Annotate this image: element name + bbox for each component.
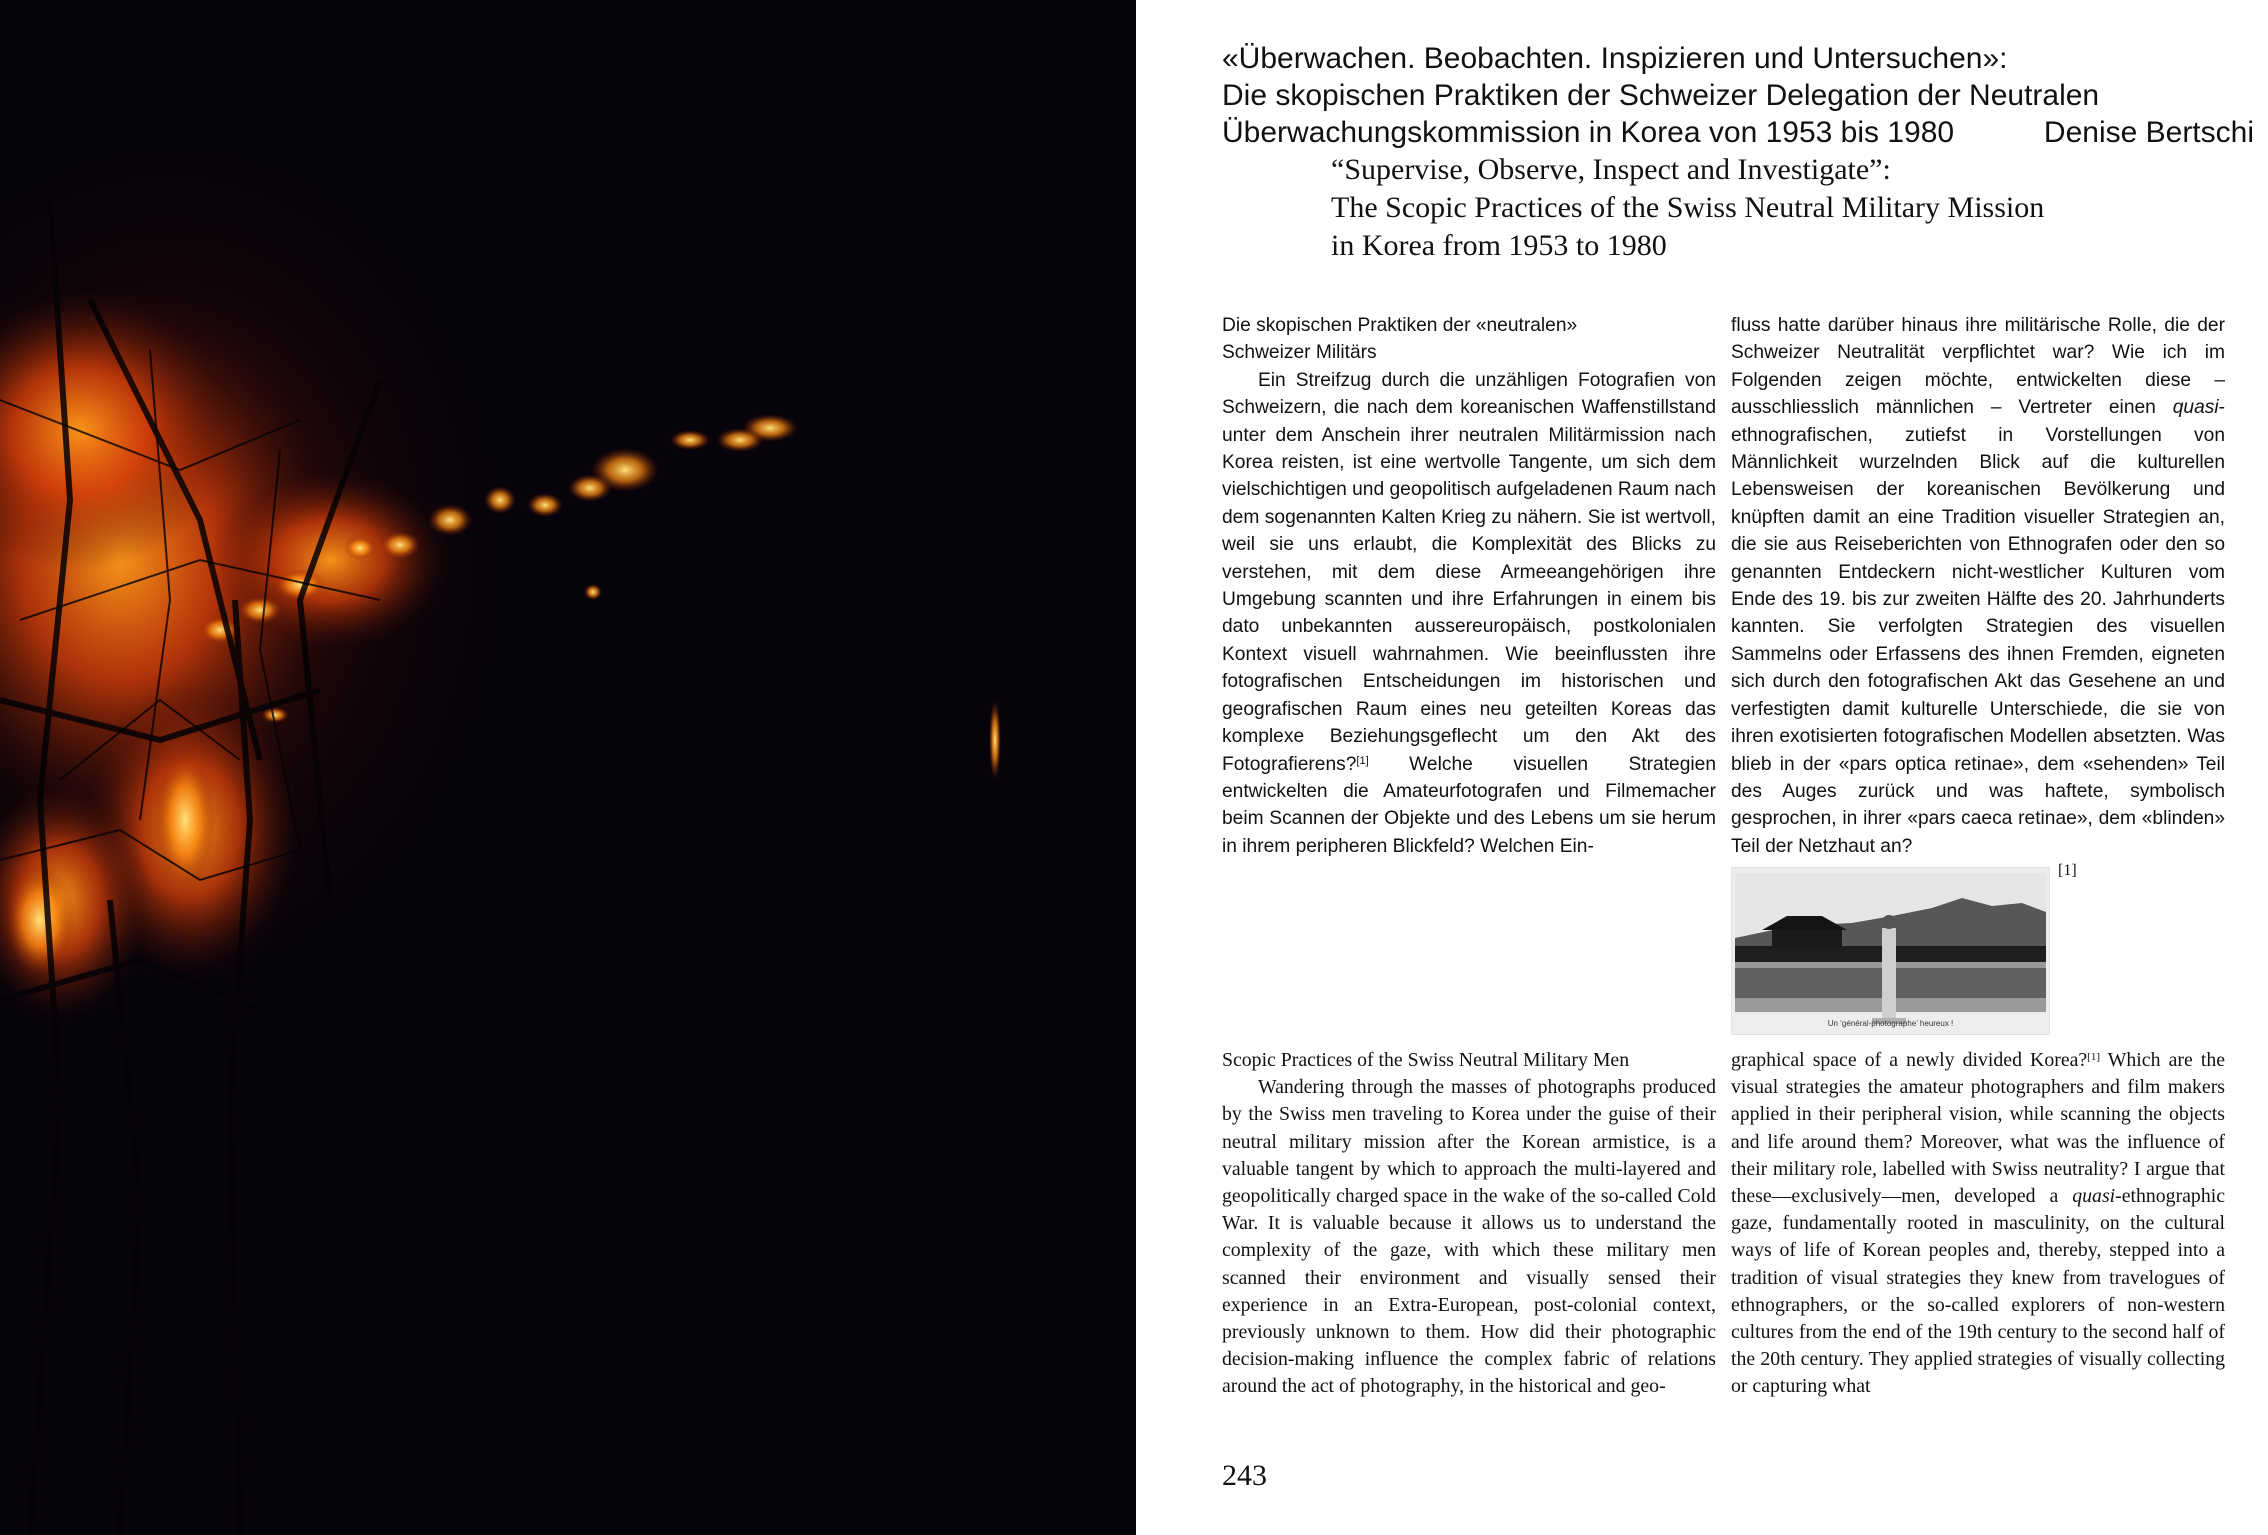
footnote-ref[interactable]: [1] [1356, 754, 1369, 767]
english-text-part: Which are the visual strategies the amateur photographers and film makers applied in their peripheral vision, while scanning the objects and life around them? Moreover, what was the influence of their military role, labelled with Swiss neutrality? I argue that these—exclusively—men, developed a [1731, 1049, 2225, 1208]
german-title-line-3: Überwachungskommission in Korea von 1953 bis 1980 [1222, 116, 1955, 149]
english-text-part: -ethnographic gaze, fundamentally rooted in masculinity, on the cultural ways of life of Korean peoples and, thereby, stepped into a tradition of visual strategies they knew from travelogues of ethnographers, or the so-called explorers of non-western cultures from the end of the 19th century to the second half of the 20th century. They applied strategies of visually collecting or capturing what [1731, 1185, 2225, 1398]
german-heading-line-1: Die skopischen Praktiken der «neutralen» [1222, 315, 1578, 336]
emphasis: quasi [2072, 1185, 2116, 1208]
german-column-left [1222, 312, 1716, 860]
figure-photo[interactable] [1731, 867, 2050, 1035]
english-paragraph-2 [1731, 1047, 2225, 1401]
german-section-heading [1222, 312, 1716, 367]
german-text-part: Ein Streifzug durch die unzähligen Fotografien von Schweizern, die nach dem koreanischen Waffenstillstand unter dem Anschein ihrer neutralen Militärmission nach Korea reisten, ist eine wertvolle Tangente, um sich dem vielschichtigen und geopolitisch aufgeladenen Raum nach dem sogenannten Kalten Krieg zu nähern. Sie ist wertvoll, weil sie uns erlaubt, die Komplexität des Blicks zu verstehen, mit dem diese Armeeangehörigen ihre Umgebung scannten und ihre Erfahrungen in einem bis dato unbekannten aussereuropäisch, postkolonialen Kontext visuell wahrnahmen. Wie beeinflussten ihre fotografischen Entscheidungen im historischen und geografischen Raum eines neu geteilten Koreas das komplexe Beziehungsgeflecht um den Akt des Fotografierens? [1222, 369, 1716, 775]
emphasis: quasi [2172, 397, 2219, 419]
german-text-part: Welche visuellen Strategien entwickelten die Amateurfotografen und Filmemacher beim Scannen der Objekte und des Lebens um sie herum in ihrem peripheren Blickfeld? Welchen Ein- [1222, 753, 1716, 857]
figure-caption: Un ‘général-photographe’ heureux ! [1827, 1019, 1954, 1028]
author-name: Denise Bertschi [2043, 116, 2254, 149]
english-paragraph-1: Wandering through the masses of photographs produced by the Swiss men traveling to Korea under the guise of their neutral military mission after the Korean armistice, is a valuable tangent by which to approach the multi-layered and geopolitically charged space in the wake of the so-called Cold War. It is valuable because it allows us to understand the complexity of the gaze, with which these military men scanned their environment and visually sensed their experience in an Extra-European, post-colonial context, previously unknown to them. How did their photographic decision-making influence the complex fabric of relations around the act of photography, in the historical and geo- [1222, 1076, 1716, 1398]
english-text-part: graphical space of a newly divided Korea? [1731, 1049, 2088, 1071]
german-text-part: -ethnografischen, zutiefst in Vorstellungen von Männlichkeit wurzelnden Blick auf die kulturellen Lebensweisen der koreanischen Bevölkerung und knüpften damit an eine Tradition visueller Strategien an, die sie aus Reiseberichten von Ethnografen oder den so genannten Entdeckern nicht-westlicher Kulturen vom Ende des 19. bis zur zweiten Hälfte des 20. Jahrhunderts kannten. Sie verfolgten Strategien des visuellen Sammelns oder Erfassens des ihnen Fremden, eigneten sich durch den fotografischen Akt das Gesehene an und verfestigten damit kulturelle Unterschiede, die sie von ihren exotisierten fotografischen Modellen absetzten. Was blieb in der «pars optica retinae», dem «sehenden» Teil des Auges zurück und was haftete, symbolisch gesprochen, in ihrer «pars caeca retinae», dem «blinden» Teil der Netzhaut an? [1731, 397, 2225, 857]
footnote-ref[interactable]: [1] [2087, 1051, 2100, 1063]
english-title-line-1: “Supervise, Observe, Inspect and Investigate”: [1331, 153, 1891, 186]
english-section-heading: Scopic Practices of the Swiss Neutral Military Men [1222, 1049, 1630, 1071]
english-title [1331, 151, 2211, 265]
page-number: 243 [1222, 1459, 1267, 1492]
german-paragraph-2 [1731, 312, 2225, 860]
text-page [1136, 0, 2268, 1535]
figure-number: [1] [2058, 862, 2077, 879]
german-title-line-1: «Überwachen. Beobachten. Inspizieren und Untersuchen»: [1222, 42, 2008, 75]
german-title [1222, 40, 2262, 151]
german-heading-line-2: Schweizer Militärs [1222, 342, 1377, 364]
german-text-part: fluss hatte darüber hinaus ihre militärische Rolle, die der Schweizer Neutralität verpflichtet war? Wie ich im Folgenden zeigen möchte, entwickelten diese – ausschliesslich männlichen – Vertreter einen [1731, 315, 2225, 419]
english-title-line-2: The Scopic Practices of the Swiss Neutral Military Mission [1331, 191, 2045, 224]
german-column-right [1731, 312, 2225, 860]
german-title-line-2: Die skopischen Praktiken der Schweizer Delegation der Neutralen [1222, 79, 2100, 112]
lake-pavilion-photo [1732, 868, 2049, 1034]
german-paragraph-1 [1222, 367, 1716, 860]
english-column-left [1222, 1047, 1716, 1401]
english-column-right [1731, 1047, 2225, 1401]
english-title-line-3: in Korea from 1953 to 1980 [1331, 229, 1667, 262]
